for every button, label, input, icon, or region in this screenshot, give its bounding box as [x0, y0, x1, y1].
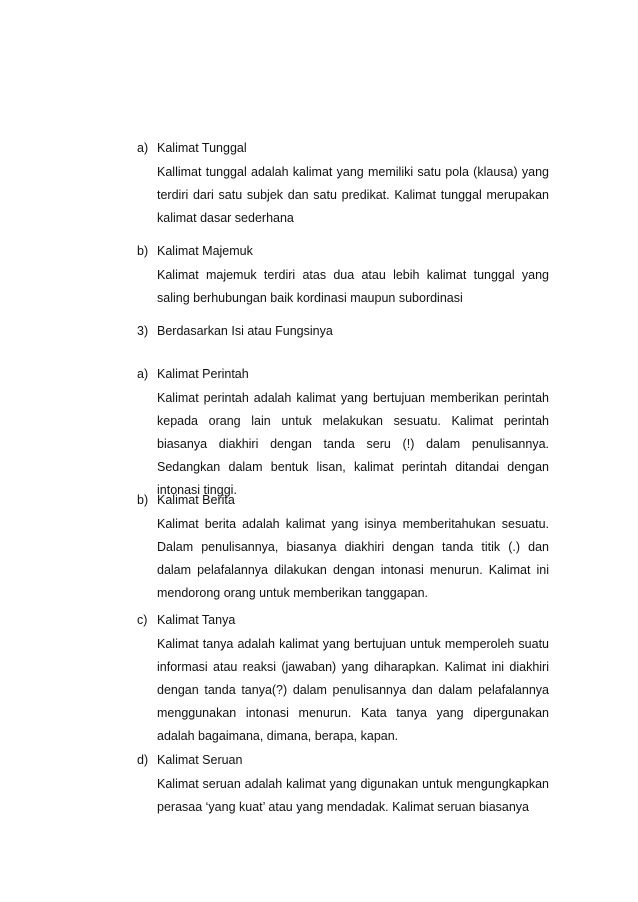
- section-kalimat-tunggal: [137, 140, 549, 230]
- section-heading: [137, 140, 549, 156]
- section-marker: 3): [137, 324, 149, 338]
- section-marker: c): [137, 613, 148, 627]
- section-title: Kalimat Majemuk: [157, 244, 253, 258]
- section-kalimat-seruan: [137, 752, 549, 819]
- section-body: Kallimat tunggal adalah kalimat yang memiliki satu pola (klausa) yang terdiri dari satu subjek dan satu predikat. Kalimat tunggal merupakan kalimat dasar sederhana: [157, 165, 549, 225]
- section-marker: b): [137, 493, 149, 507]
- section-heading: [137, 243, 549, 259]
- section-title: Kalimat Berita: [157, 493, 235, 507]
- section-body: Kalimat tanya adalah kalimat yang bertujuan untuk memperoleh suatu informasi atau reaksi (jawaban) yang diharapkan. Kalimat ini diakhiri dengan tanda tanya(?) dalam penulisannya dan dalam pelafalannya menggunakan intonasi menurun. Kata tanya yang dipergunakan adalah bagaimana, dimana, berapa, kapan.: [157, 637, 549, 743]
- section-body: Kalimat seruan adalah kalimat yang digunakan untuk mengungkapkan perasaa ‘yang kuat’ atau yang mendadak. Kalimat seruan biasanya: [157, 777, 549, 814]
- section-kalimat-tanya: [137, 612, 549, 748]
- section-title: Kalimat Seruan: [157, 753, 243, 767]
- section-kalimat-berita: [137, 492, 549, 605]
- section-heading: [137, 752, 549, 768]
- section-marker: d): [137, 753, 149, 767]
- section-heading: [137, 612, 549, 628]
- section-kalimat-perintah: [137, 366, 549, 502]
- section-body: Kalimat majemuk terdiri atas dua atau lebih kalimat tunggal yang saling berhubungan baik kordinasi maupun subordinasi: [157, 268, 549, 305]
- section-heading: [137, 366, 549, 382]
- section-marker: a): [137, 141, 149, 155]
- section-heading: [137, 492, 549, 508]
- section-title: Berdasarkan Isi atau Fungsinya: [157, 324, 333, 338]
- section-berdasarkan-isi: [137, 323, 549, 339]
- section-title: Kalimat Tunggal: [157, 141, 247, 155]
- section-marker: a): [137, 367, 149, 381]
- section-body: Kalimat perintah adalah kalimat yang bertujuan memberikan perintah kepada orang lain untuk melakukan sesuatu. Kalimat perintah biasanya diakhiri dengan tanda seru (!) dalam penulisannya. Sedangkan dalam bentuk lisan, kalimat perintah ditandai dengan intonasi tinggi.: [157, 391, 549, 497]
- section-kalimat-majemuk: [137, 243, 549, 310]
- section-title: Kalimat Tanya: [157, 613, 236, 627]
- section-heading: [137, 323, 549, 339]
- section-body: Kalimat berita adalah kalimat yang isinya memberitahukan sesuatu. Dalam penulisannya, biasanya diakhiri dengan tanda titik (.) dan dalam pelafalannya dilakukan dengan intonasi menurun. Kalimat ini mendorong orang untuk memberikan tanggapan.: [157, 517, 549, 600]
- section-title: Kalimat Perintah: [157, 367, 249, 381]
- section-marker: b): [137, 244, 149, 258]
